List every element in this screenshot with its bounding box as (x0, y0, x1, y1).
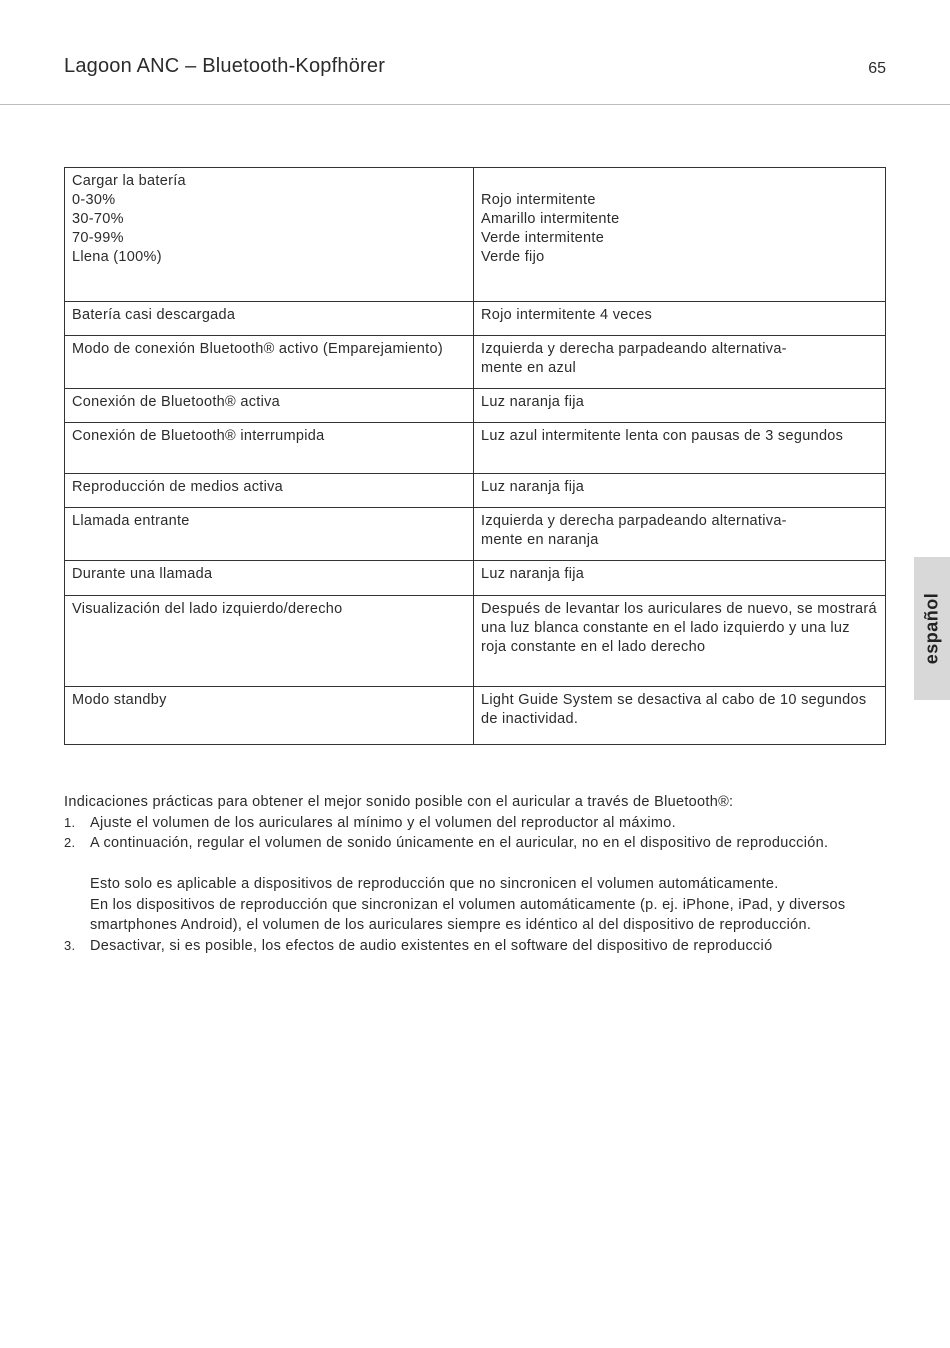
status-cell: Llamada entrante (65, 508, 474, 561)
list-text: Desactivar, si es posible, los efectos de audio existentes en el software del dispositivo de reproducció (90, 937, 773, 954)
indicator-cell: Rojo intermitente 4 veces (474, 302, 886, 336)
status-cell: Durante una llamada (65, 561, 474, 596)
header-divider (0, 104, 950, 105)
list-item (64, 833, 886, 936)
list-item (64, 813, 886, 834)
page-number: 65 (868, 60, 886, 77)
table-row (65, 302, 886, 336)
list-number: 1. (64, 814, 76, 830)
table-row (65, 474, 886, 508)
list-text: A continuación, regular el volumen de sonido únicamente en el auricular, no en el dispositivo de reproducción. Esto solo es aplicable a dispositivos de reproducción que no sincronicen el volumen automáticamente. En los dispositivos de reproducción que sincronizan el volumen automáticamente (p. ej. iPhone, iPad, y diversos smartphones Android), el volumen de los auriculares siempre es idéntico al del dispositivo de reproducción. (90, 835, 846, 933)
language-tab (914, 557, 950, 700)
tips-section (64, 792, 886, 956)
status-cell: Visualización del lado izquierdo/derecho (65, 596, 474, 687)
status-cell: Modo de conexión Bluetooth® activo (Emparejamiento) (65, 336, 474, 389)
status-cell: Conexión de Bluetooth® activa (65, 389, 474, 423)
table-row (65, 168, 886, 302)
list-text: Ajuste el volumen de los auriculares al mínimo y el volumen del reproductor al máximo. (90, 814, 676, 831)
list-item (64, 936, 886, 957)
status-cell: Batería casi descargada (65, 302, 474, 336)
indicator-cell: Luz naranja fija (474, 561, 886, 596)
indicator-cell: Luz azul intermitente lenta con pausas de 3 segundos (474, 423, 886, 474)
list-number: 3. (64, 937, 76, 953)
indicator-cell: Rojo intermitente Amarillo intermitente Verde intermitente Verde fijo (474, 168, 886, 302)
indicator-cell: Luz naranja fija (474, 474, 886, 508)
indicator-cell: Después de levantar los auriculares de nuevo, se mostrará una luz blanca constante en el lado izquierdo y una luz roja constante en el lado derecho (474, 596, 886, 687)
table-row (65, 423, 886, 474)
status-cell: Conexión de Bluetooth® interrumpida (65, 423, 474, 474)
indicator-cell: Luz naranja fija (474, 389, 886, 423)
list-number: 2. (64, 835, 76, 850)
table-row (65, 596, 886, 687)
led-indicator-table (64, 167, 886, 745)
table-row (65, 687, 886, 745)
table-row (65, 336, 886, 389)
indicator-cell: Izquierda y derecha parpadeando alternativa- mente en naranja (474, 508, 886, 561)
page-title: Lagoon ANC – Bluetooth-Kopfhörer (64, 55, 386, 77)
table-row (65, 389, 886, 423)
language-tab-label: español (921, 592, 942, 665)
status-cell: Reproducción de medios activa (65, 474, 474, 508)
status-cell: Cargar la batería 0-30% 30-70% 70-99% Llena (100%) (65, 168, 474, 302)
tips-list (64, 813, 886, 957)
indicator-cell: Izquierda y derecha parpadeando alternativa- mente en azul (474, 336, 886, 389)
indicator-cell: Light Guide System se desactiva al cabo de 10 segundos de inactividad. (474, 687, 886, 745)
table-row (65, 561, 886, 596)
tips-intro: Indicaciones prácticas para obtener el mejor sonido posible con el auricular a través de Bluetooth®: (64, 794, 734, 810)
table-row (65, 508, 886, 561)
status-cell: Modo standby (65, 687, 474, 745)
